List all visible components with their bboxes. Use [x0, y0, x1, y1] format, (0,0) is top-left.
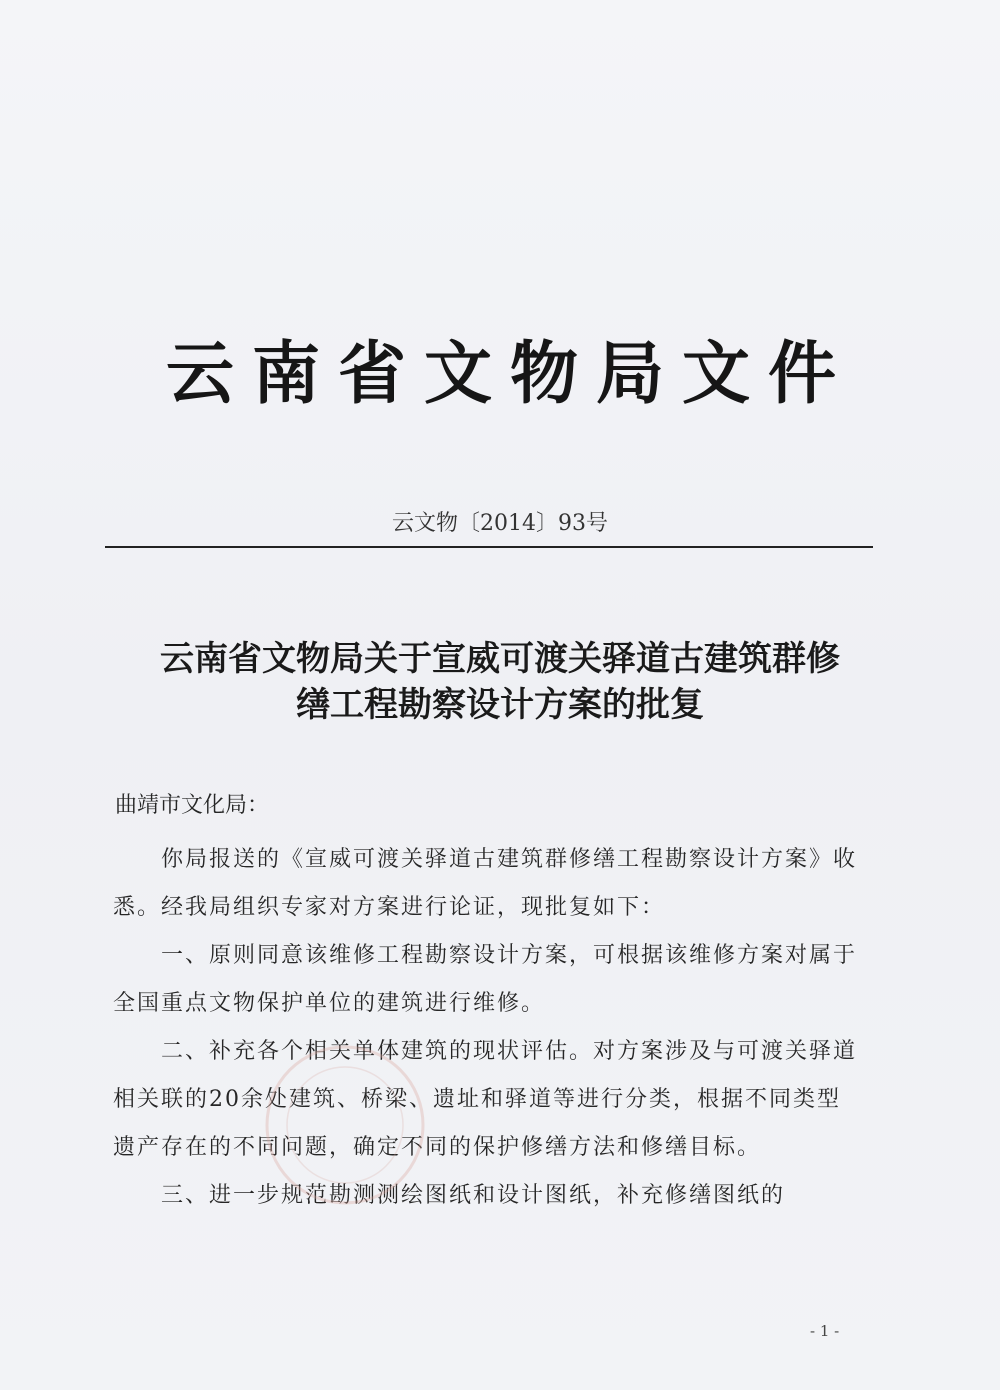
body-paragraph: 你局报送的《宣威可渡关驿道古建筑群修缮工程勘察设计方案》收悉。经我局组织专家对方案进行论证，现批复如下：	[113, 847, 858, 920]
document-title	[110, 636, 890, 728]
header-divider	[105, 546, 873, 548]
document-title-line-2: 缮工程勘察设计方案的批复	[296, 685, 704, 725]
document-header-title: 云南省文物局文件	[165, 335, 854, 414]
recipient: 曲靖市文化局：	[115, 793, 270, 818]
faint-seal-icon	[260, 1040, 430, 1210]
document-number: 云文物〔2014〕93号	[392, 511, 608, 536]
document-title-line-1: 云南省文物局关于宣威可渡关驿道古建筑群修	[160, 639, 840, 679]
body-paragraph: 一、原则同意该维修工程勘察设计方案，可根据该维修方案对属于全国重点文物保护单位的建筑进行维修。	[113, 943, 858, 1016]
body-paragraph: 二、补充各个相关单体建筑的现状评估。对方案涉及与可渡关驿道相关联的20余处建筑、桥梁、遗址和驿道等进行分类，根据不同类型遗产存在的不同问题，确定不同的保护修缮方法和修缮目标。	[113, 1039, 858, 1160]
body-paragraph: 三、进一步规范勘测测绘图纸和设计图纸，补充修缮图纸的	[161, 1183, 786, 1208]
page-number: - 1 -	[810, 1322, 840, 1340]
document-body	[113, 836, 858, 1220]
